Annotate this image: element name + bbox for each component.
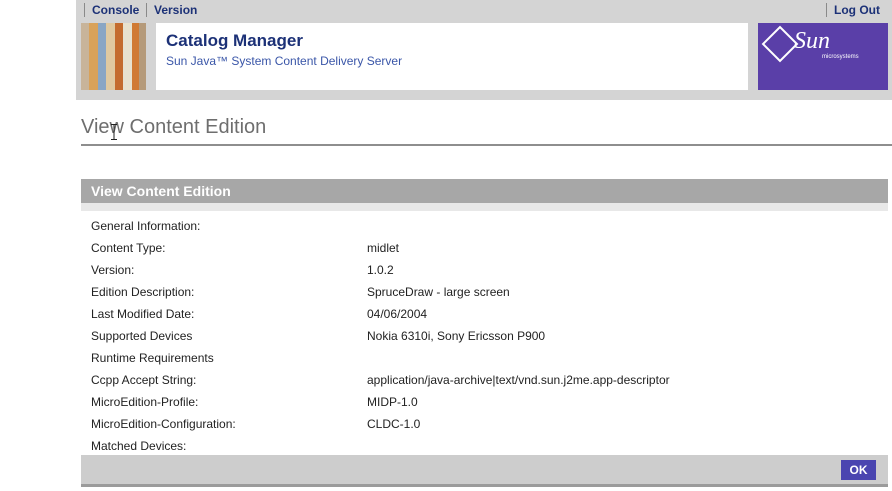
- property-label: Ccpp Accept String:: [91, 373, 197, 387]
- property-value: application/java-archive|text/vnd.sun.j2me.app-descriptor: [367, 373, 670, 387]
- utility-bar: [76, 0, 892, 20]
- property-label: MicroEdition-Configuration:: [91, 417, 236, 431]
- property-label: Content Type:: [91, 241, 166, 255]
- property-row: [81, 302, 888, 324]
- sun-logo-sub: microsystems: [822, 54, 859, 60]
- logout-link[interactable]: Log Out: [826, 3, 880, 17]
- property-label: Edition Description:: [91, 285, 195, 299]
- property-label: Last Modified Date:: [91, 307, 195, 321]
- sun-mark-icon: [762, 26, 799, 63]
- property-row: [81, 258, 888, 280]
- property-label: MicroEdition-Profile:: [91, 395, 199, 409]
- property-row: [81, 324, 888, 346]
- property-value: 04/06/2004: [367, 307, 428, 321]
- property-value: SpruceDraw - large screen: [367, 285, 510, 299]
- app-subtitle: Sun Java™ System Content Delivery Server: [166, 54, 403, 68]
- property-label: Runtime Requirements: [91, 351, 214, 365]
- sun-logo: [758, 23, 888, 90]
- property-label: General Information:: [91, 219, 201, 233]
- property-row: [81, 434, 888, 456]
- version-link[interactable]: Version: [146, 3, 197, 17]
- property-label: Supported Devices: [91, 329, 193, 343]
- footer-divider: [81, 484, 888, 487]
- section-stripe: [81, 203, 888, 211]
- ok-button[interactable]: OK: [841, 460, 876, 480]
- console-link[interactable]: Console: [84, 3, 139, 17]
- property-row: [81, 214, 888, 236]
- app-title: Catalog Manager: [166, 31, 303, 50]
- masthead: [76, 0, 892, 100]
- sun-logo-word: Sun: [794, 28, 830, 54]
- section-header-label: View Content Edition: [91, 183, 231, 199]
- property-label: Version:: [91, 263, 135, 277]
- property-row: [81, 390, 888, 412]
- property-row: [81, 346, 888, 368]
- property-row: [81, 412, 888, 434]
- catalog-books-logo: [81, 23, 146, 90]
- property-row: [81, 280, 888, 302]
- title-divider: [81, 144, 892, 146]
- app-title-panel: [156, 23, 748, 90]
- text-cursor-icon: [111, 124, 117, 140]
- property-label: Matched Devices:: [91, 439, 187, 453]
- page-title: View Content Edition: [81, 116, 267, 138]
- property-value: Nokia 6310i, Sony Ericsson P900: [367, 329, 546, 343]
- property-value: MIDP-1.0: [367, 395, 418, 409]
- property-value: midlet: [367, 241, 400, 255]
- property-value: CLDC-1.0: [367, 417, 421, 431]
- section-header: [81, 179, 888, 203]
- property-row: [81, 236, 888, 258]
- property-value: 1.0.2: [367, 263, 394, 277]
- property-row: [81, 368, 888, 390]
- button-bar: [81, 455, 888, 484]
